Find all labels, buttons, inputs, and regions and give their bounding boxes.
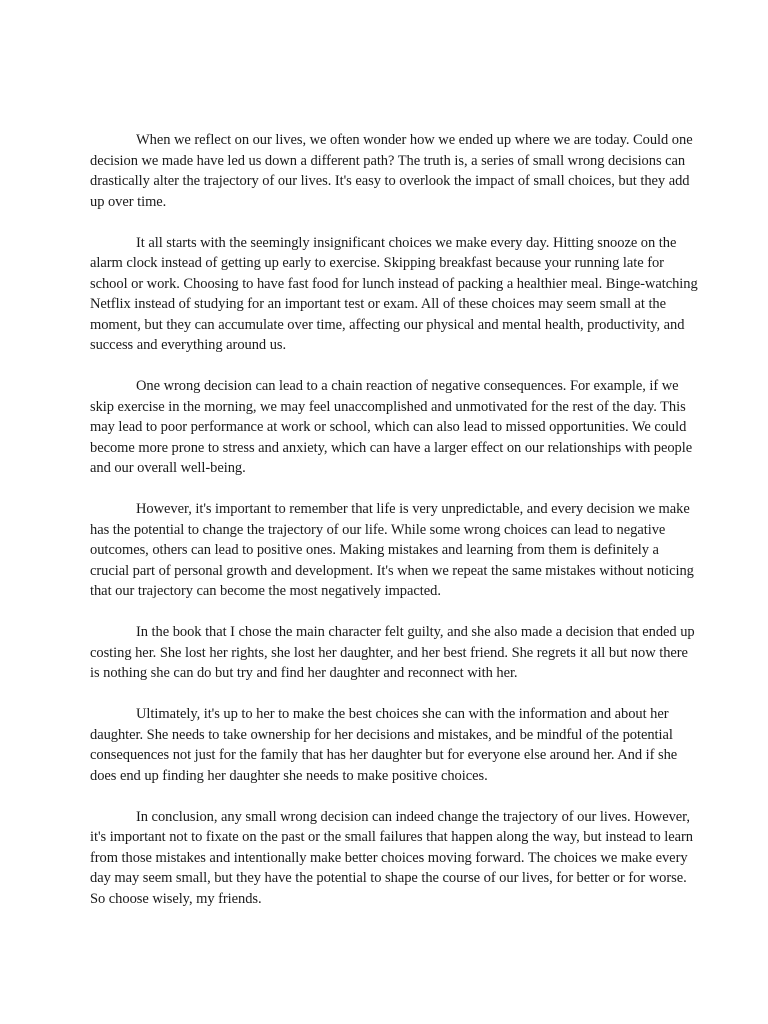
paragraph-3: One wrong decision can lead to a chain reaction of negative consequences. For example, if we skip exercise in the morning, we may feel unaccomplished and unmotivated for the rest of the day. This may lead to poor performance at work or school, which can also lead to missed opportunities. We could become more prone to stress and anxiety, which can have a larger effect on our relationships with people and our overall well-being. — [90, 378, 693, 476]
paragraph-6: Ultimately, it's up to her to make the best choices she can with the information and about her daughter. She needs to take ownership for her decisions and mistakes, and be mindful of the potential consequences not just for the family that has her daughter but for everyone else around her. And if she does end up finding her daughter she needs to make positive choices. — [90, 706, 678, 784]
document-page — [90, 130, 700, 930]
paragraph-7: In conclusion, any small wrong decision can indeed change the trajectory of our lives. However, it's important not to fixate on the past or the small failures that happen along the way, but instead to learn from those mistakes and intentionally make better choices moving forward. The choices we make every day may seem small, but they have the potential to shape the course of our lives, for better or for worse. So choose wisely, my friends. — [90, 808, 694, 907]
paragraph-1: When we reflect on our lives, we often wonder how we ended up where we are today. Could one decision we made have led us down a different path? The truth is, a series of small wrong decisions can drastically alter the trajectory of our lives. It's easy to overlook the impact of small choices, but they add up over time. — [90, 132, 693, 210]
paragraph-5: In the book that I chose the main character felt guilty, and she also made a decision that ended up costing her. She lost her rights, she lost her daughter, and her best friend. She regrets it all but now there is nothing she can do but try and find her daughter and reconnect with her. — [90, 624, 695, 681]
paragraph-4: However, it's important to remember that life is very unpredictable, and every decision we make has the potential to change the trajectory of our life. While some wrong choices can lead to negative outcomes, others can lead to positive ones. Making mistakes and learning from them is definitely a crucial part of personal growth and development. It's when we repeat the same mistakes without noticing that our trajectory can become the most negatively impacted. — [90, 501, 694, 599]
paragraph-2: It all starts with the seemingly insignificant choices we make every day. Hitting snooze on the alarm clock instead of getting up early to exercise. Skipping breakfast because your running late for school or work. Choosing to have fast food for lunch instead of packing a healthier meal. Binge-watching Netflix instead of studying for an important test or exam. All of these choices may seem small at the moment, but they can accumulate over time, affecting our physical and mental health, productivity, and success and everything around us. — [90, 234, 698, 353]
